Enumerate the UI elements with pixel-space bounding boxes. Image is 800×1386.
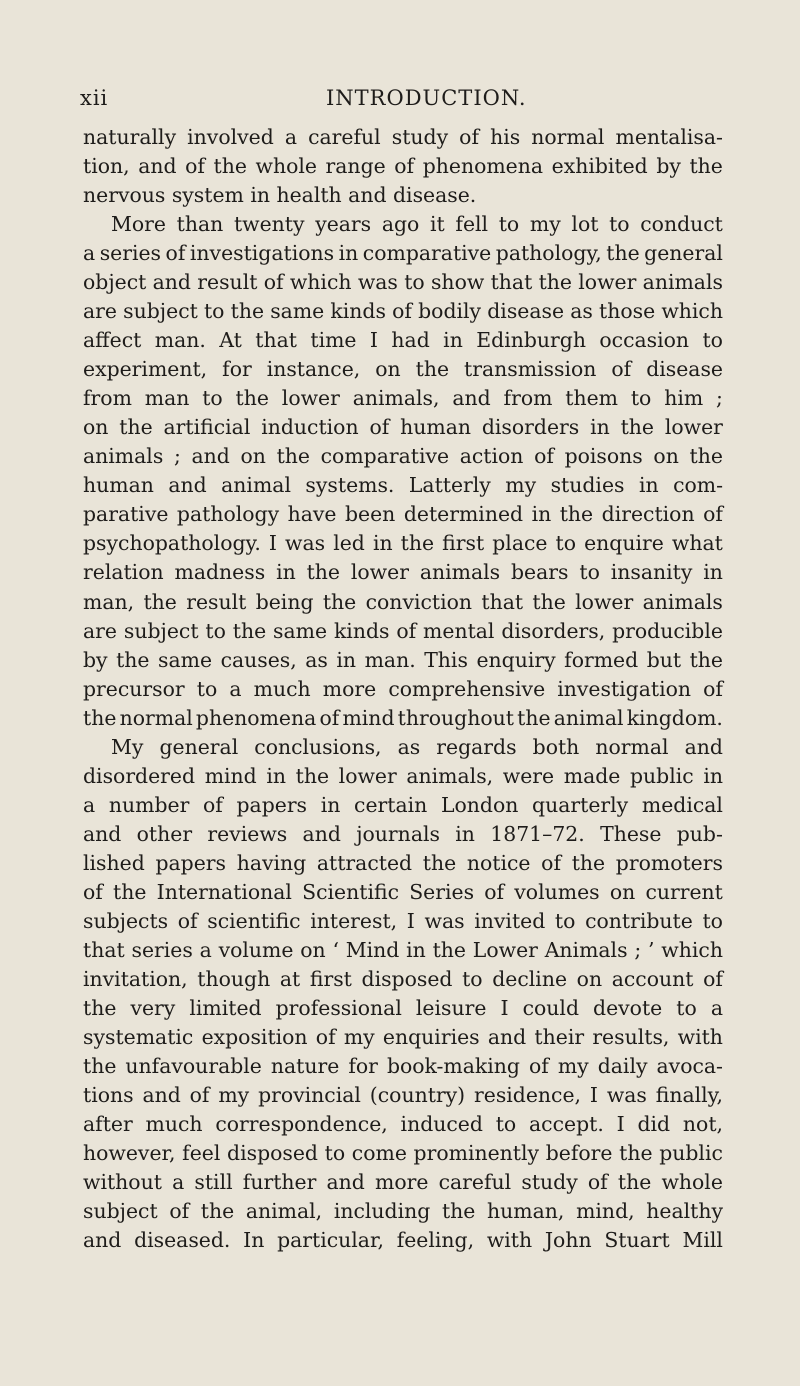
body-text (83, 123, 723, 1255)
text-line: on the artificial induction of human disorders in the lower (83, 415, 723, 440)
text-line: and diseased. In particular, feeling, with John Stuart Mill (83, 1228, 723, 1253)
page-number: xii (80, 86, 109, 110)
text-line: animals ; and on the comparative action of poisons on the (83, 444, 723, 469)
text-line: after much correspondence, induced to accept. I did not, (83, 1112, 723, 1137)
text-line: experiment, for instance, on the transmission of disease (83, 357, 723, 382)
text-line: and other reviews and journals in 1871–72. These pub- (83, 821, 723, 846)
text-line: by the same causes, as in man. This enquiry formed but the (83, 647, 723, 672)
text-line: human and animal systems. Latterly my studies in com- (83, 473, 723, 498)
text-line: affect man. At that time I had in Edinburgh occasion to (83, 328, 723, 353)
text-line: that series a volume on ‘ Mind in the Lower Animals ; ’ which (83, 937, 723, 962)
page-header (80, 86, 730, 116)
text-line: of the International Scientific Series of volumes on current (83, 879, 723, 904)
text-line: are subject to the same kinds of mental disorders, producible (83, 618, 723, 643)
text-line: psychopathology. I was led in the first place to enquire what (83, 531, 723, 556)
text-line: the very limited professional leisure I could devote to a (83, 995, 723, 1020)
text-line: disordered mind in the lower animals, were made public in (83, 763, 723, 788)
text-line: a number of papers in certain London quarterly medical (83, 792, 723, 817)
text-line: subject of the animal, including the human, mind, healthy (83, 1199, 723, 1224)
text-line: however, feel disposed to come prominently before the public (83, 1141, 723, 1166)
text-line: systematic exposition of my enquiries and their results, with (83, 1024, 723, 1049)
text-line: without a still further and more careful study of the whole (83, 1170, 723, 1195)
text-line: invitation, though at first disposed to decline on account of (83, 966, 723, 991)
text-line: tion, and of the whole range of phenomena exhibited by the (83, 154, 723, 179)
text-line: naturally involved a careful study of his normal mentalisa- (83, 125, 723, 149)
text-line: object and result of which was to show that the lower animals (83, 270, 723, 295)
text-line: are subject to the same kinds of bodily disease as those which (83, 299, 723, 324)
text-line: tions and of my provincial (country) residence, I was finally, (83, 1083, 723, 1108)
text-line: the unfavourable nature for book-making of my daily avoca- (83, 1054, 723, 1078)
text-line: precursor to a much more comprehensive investigation of (83, 676, 723, 701)
text-line: My general conclusions, as regards both normal and (111, 734, 723, 759)
running-head: INTRODUCTION. (326, 86, 527, 110)
text-line: parative pathology have been determined in the direction of (83, 502, 723, 527)
text-line: relation madness in the lower animals bears to insanity in (83, 560, 723, 585)
text-line: the normal phenomena of mind throughout the animal kingdom. (83, 705, 723, 730)
text-line: from man to the lower animals, and from them to him ; (83, 386, 723, 411)
text-line: lished papers having attracted the notice of the promoters (83, 850, 723, 875)
text-line: More than twenty years ago it fell to my lot to conduct (111, 212, 723, 237)
text-line: a series of investigations in comparative pathology, the general (83, 241, 723, 266)
text-line: man, the result being the conviction that the lower animals (83, 589, 723, 614)
text-line: subjects of scientific interest, I was invited to contribute to (83, 908, 723, 933)
text-line: nervous system in health and disease. (83, 183, 477, 208)
